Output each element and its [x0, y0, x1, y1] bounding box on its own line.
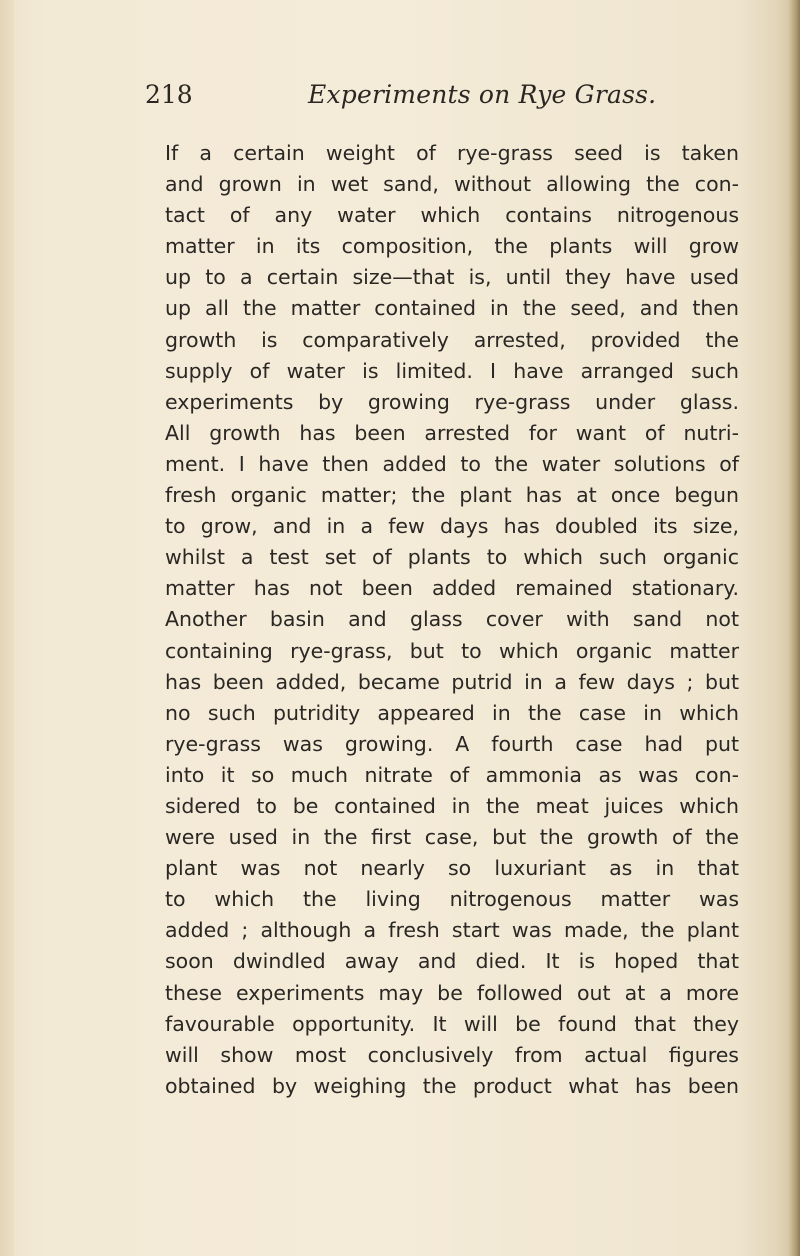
- text-line: fresh organic matter; the plant has at once begun: [165, 483, 739, 508]
- text-line: rye-grass was growing. A fourth case had put: [165, 731, 739, 756]
- text-line: up to a certain size—that is, until they have used: [165, 265, 739, 290]
- text-line: will show most conclusively from actual figures: [165, 1042, 739, 1067]
- text-line: containing rye-grass, but to which organic matter: [165, 638, 739, 663]
- text-line: to which the living nitrogenous matter was: [165, 887, 739, 912]
- text-line: plant was not nearly so luxuriant as in that: [165, 856, 739, 881]
- text-line: Another basin and glass cover with sand not: [165, 607, 739, 632]
- text-line: matter in its composition, the plants will grow: [165, 234, 739, 259]
- text-line: growth is comparatively arrested, provided the: [165, 327, 739, 352]
- text-line: these experiments may be followed out at a more: [165, 980, 739, 1005]
- text-line: sidered to be contained in the meat juices which: [165, 793, 739, 818]
- text-line: supply of water is limited. I have arranged such: [165, 358, 739, 383]
- text-line: added ; although a fresh start was made, the plant: [165, 918, 739, 943]
- text-line: into it so much nitrate of ammonia as was con-: [165, 762, 739, 787]
- text-line: soon dwindled away and died. It is hoped that: [165, 949, 739, 974]
- text-line: has been added, became putrid in a few days ; but: [165, 669, 739, 694]
- text-line: If a certain weight of rye-grass seed is taken: [165, 141, 739, 165]
- page-header: [145, 80, 745, 120]
- running-title: Experiments on Rye Grass.: [308, 80, 657, 109]
- text-line: ment. I have then added to the water solutions of: [165, 451, 739, 476]
- text-line: tact of any water which contains nitrogenous: [165, 203, 739, 228]
- page-right-edge: [788, 0, 800, 1256]
- page-number: 218: [145, 80, 193, 109]
- text-line: obtained by weighing the product what has been: [165, 1073, 739, 1098]
- text-line: matter has not been added remained stationary.: [165, 576, 739, 601]
- body-paragraph: [165, 138, 739, 1102]
- text-line: and grown in wet sand, without allowing the con-: [165, 172, 739, 197]
- page-left-edge: [0, 0, 14, 1256]
- text-line: favourable opportunity. It will be found that they: [165, 1011, 739, 1036]
- text-line: up all the matter contained in the seed, and then: [165, 296, 739, 321]
- text-line: whilst a test set of plants to which such organic: [165, 545, 739, 570]
- text-line: to grow, and in a few days has doubled its size,: [165, 514, 739, 539]
- text-line: no such putridity appeared in the case in which: [165, 700, 739, 725]
- text-line: All growth has been arrested for want of nutri-: [165, 420, 739, 445]
- text-line: experiments by growing rye-grass under glass.: [165, 389, 739, 414]
- text-line: were used in the first case, but the growth of the: [165, 825, 739, 850]
